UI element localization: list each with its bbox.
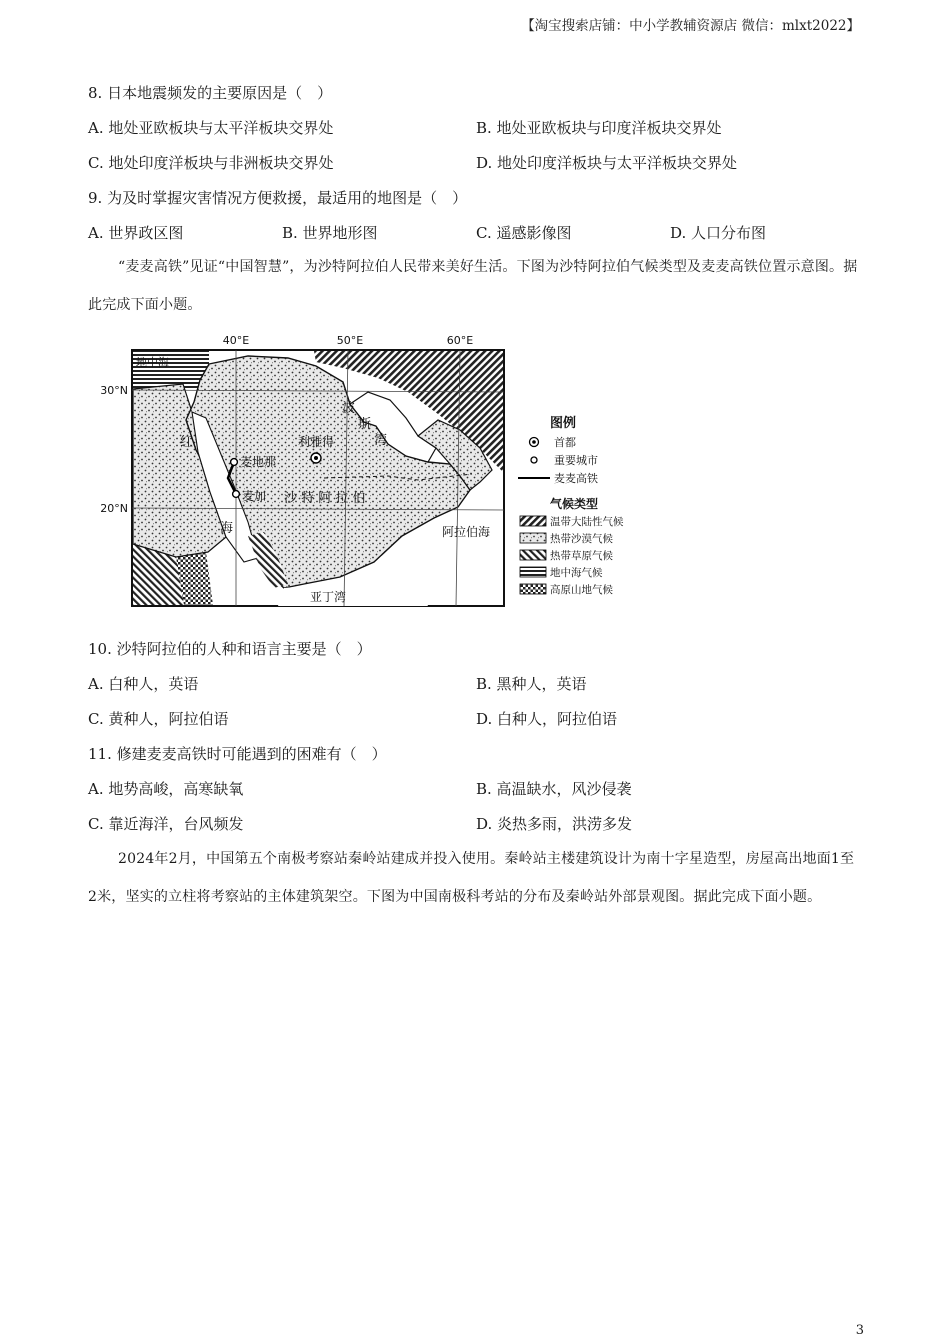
label-red-1: 红 — [180, 435, 194, 450]
legend-highland: 高原山地气候 — [550, 584, 613, 596]
label-gulf-aden: 亚丁湾 — [310, 590, 347, 604]
q8-option-d[interactable]: D. 地处印度洋板块与太平洋板块交界处 — [476, 154, 738, 172]
passage-saudi-railway: “麦麦高铁”见证“中国智慧”，为沙特阿拉伯人民带来美好生活。下图为沙特阿拉伯气候类型及麦麦高铁位置示意图。据此完成下面小题。 — [88, 259, 858, 313]
q9-option-c[interactable]: C. 遥感影像图 — [476, 224, 572, 242]
q9-option-a[interactable]: A. 世界政区图 — [88, 224, 184, 242]
q9-stem: 9. 为及时掌握灾害情况方便救援，最适用的地图是（ ） — [88, 189, 468, 207]
legend-highland-swatch — [520, 584, 546, 594]
legend-desert: 热带沙漠气候 — [550, 533, 613, 545]
saudi-climate-map — [88, 322, 648, 612]
legend-desert-swatch — [520, 533, 546, 543]
label-saudi: 沙 特 阿 拉 伯 — [284, 491, 366, 506]
lat-30-label: 30°N — [100, 384, 128, 397]
legend-climate-title: 气候类型 — [550, 497, 599, 511]
label-persian-2: 斯 — [358, 417, 372, 432]
q8-option-c[interactable]: C. 地处印度洋板块与非洲板块交界处 — [88, 154, 334, 172]
label-mediterranean: 地中海 — [136, 356, 169, 369]
label-persian-3: 湾 — [374, 433, 388, 448]
label-persian-1: 波 — [342, 401, 356, 416]
legend-temperate: 温带大陆性气候 — [550, 516, 624, 528]
legend-med: 地中海气候 — [550, 567, 603, 579]
q11-option-c[interactable]: C. 靠近海洋，台风频发 — [88, 815, 244, 833]
city-medina — [231, 459, 238, 466]
passage-antarctic-station: 2024年2月，中国第五个南极考察站秦岭站建成并投入使用。秦岭站主楼建筑设计为南十字星造型，房屋高出地面1至2米，坚实的立柱将考察站的主体建筑架空。下图为中国南极科考站的分布及秦岭站外部景观图。据此完成下面小题。 — [88, 851, 855, 905]
lat-20-label: 20°N — [100, 502, 128, 515]
legend-city: 重要城市 — [554, 454, 598, 467]
q10-stem: 10. 沙特阿拉伯的人种和语言主要是（ ） — [88, 640, 372, 658]
q8-option-b[interactable]: B. 地处亚欧板块与印度洋板块交界处 — [476, 119, 722, 137]
legend-city-symbol — [531, 457, 537, 463]
q10-option-d[interactable]: D. 白种人，阿拉伯语 — [476, 710, 618, 728]
q11-option-d[interactable]: D. 炎热多雨，洪涝多发 — [476, 815, 633, 833]
gulf-of-aden — [278, 584, 428, 606]
legend-railway: 麦麦高铁 — [554, 472, 598, 485]
legend-temperate-swatch — [520, 516, 546, 526]
q10-option-a[interactable]: A. 白种人，英语 — [88, 675, 199, 693]
legend-title: 图例 — [550, 416, 577, 431]
label-red-2: 海 — [220, 521, 234, 536]
q11-option-b[interactable]: B. 高温缺水，风沙侵袭 — [476, 780, 632, 798]
q8-option-a[interactable]: A. 地处亚欧板块与太平洋板块交界处 — [88, 119, 334, 137]
lon-40-label: 40°E — [222, 334, 250, 347]
city-mecca — [233, 491, 240, 498]
capital-riyadh-dot — [314, 456, 318, 460]
lon-50-label: 50°E — [336, 334, 364, 347]
q10-option-b[interactable]: B. 黑种人，英语 — [476, 675, 587, 693]
lon-60-label: 60°E — [446, 334, 474, 347]
label-mecca: 麦加 — [242, 489, 267, 503]
label-arabian-sea: 阿拉伯海 — [442, 525, 491, 539]
q9-option-d[interactable]: D. 人口分布图 — [670, 224, 767, 242]
legend-savanna-swatch — [520, 550, 546, 560]
q9-option-b[interactable]: B. 世界地形图 — [282, 224, 378, 242]
q8-stem: 8. 日本地震频发的主要原因是（ ） — [88, 84, 333, 102]
q11-stem: 11. 修建麦麦高铁时可能遇到的困难有（ ） — [88, 745, 387, 763]
legend-savanna: 热带草原气候 — [550, 550, 613, 562]
page-header: 【淘宝搜索店铺：中小学教辅资源店 微信：mlxt2022】 — [521, 18, 860, 34]
label-medina: 麦地那 — [240, 455, 277, 469]
legend-med-swatch — [520, 567, 546, 577]
page-number: 3 — [855, 1323, 864, 1338]
q10-option-c[interactable]: C. 黄种人，阿拉伯语 — [88, 710, 229, 728]
label-riyadh: 利雅得 — [298, 435, 335, 449]
q11-option-a[interactable]: A. 地势高峻，高寒缺氧 — [88, 780, 244, 798]
legend-capital: 首都 — [554, 436, 576, 449]
